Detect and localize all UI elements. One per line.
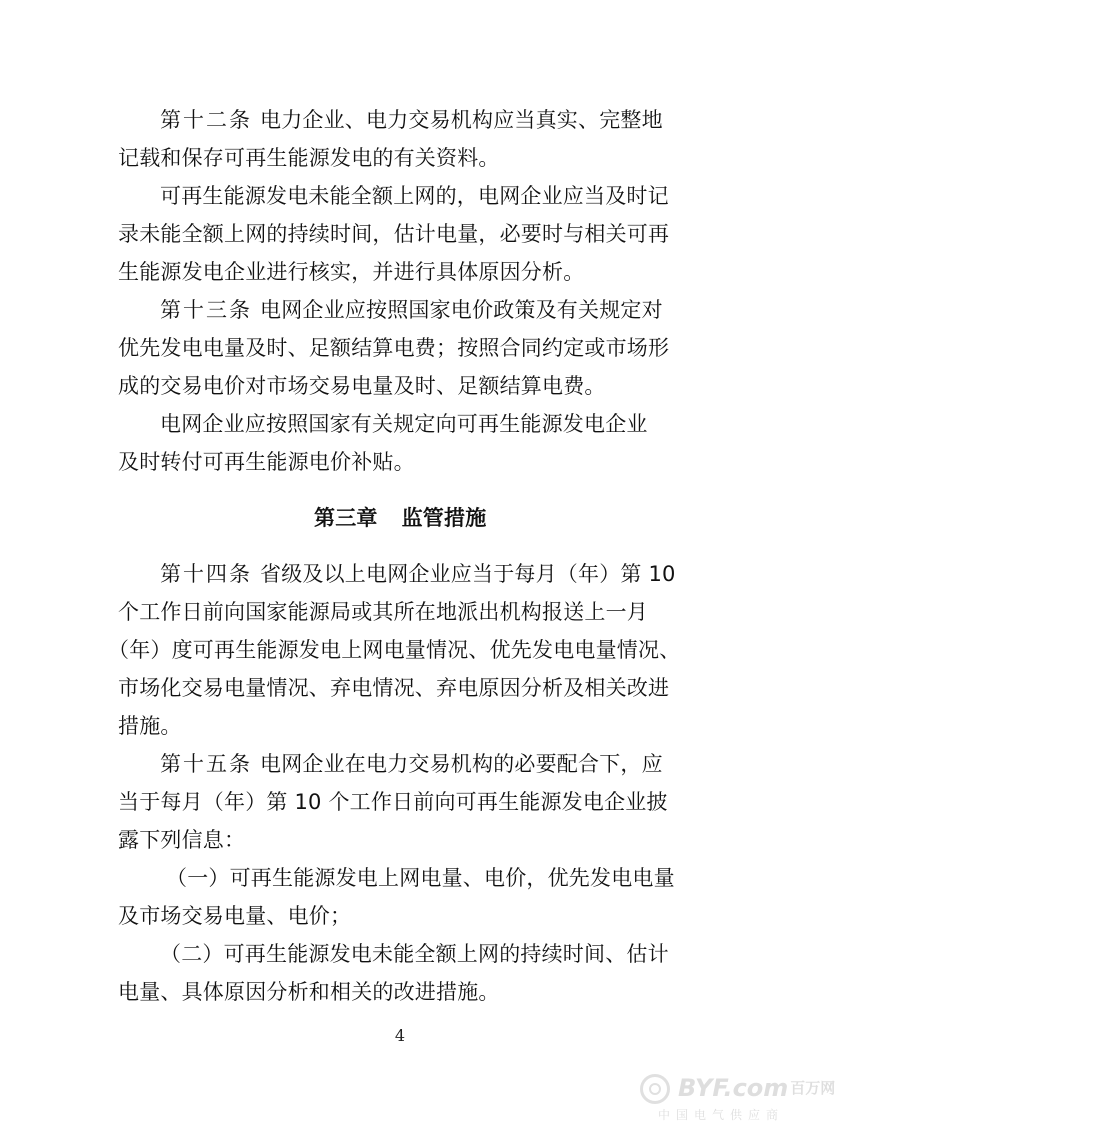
article-14-line-5: 措施。 [118,714,182,738]
article-15-item-1-line-1: （一）可再生能源发电上网电量、电价，优先发电电量 [166,866,675,890]
article-13-para-2-line-1: 电网企业应按照国家有关规定向可再生能源发电企业 [160,412,648,436]
watermark-tagline: 中国电气供应商 [658,1108,785,1122]
article-12-line-2: 记载和保存可再生能源发电的有关资料。 [118,146,500,170]
article-13-line-2: 优先发电电量及时、足额结算电费；按照合同约定或市场形 [118,336,670,360]
article-14-line-1: 第十四条 省级及以上电网企业应当于每月（年）第 10 [160,562,676,586]
article-15-line-3: 露下列信息： [118,828,246,852]
article-12-line-1: 第十二条 电力企业、电力交易机构应当真实、完整地 [160,108,663,132]
article-14-line-2: 个工作日前向国家能源局或其所在地派出机构报送上一月 [118,600,648,624]
watermark-logo [640,1074,836,1129]
article-15-item-2-line-1: （二）可再生能源发电未能全额上网的持续时间、估计 [160,942,669,966]
chapter-number: 第三章 [314,506,378,530]
article-13-para-2-line-2: 及时转付可再生能源电价补贴。 [118,450,415,474]
article-14-line-3: （年）度可再生能源发电上网电量情况、优先发电电量情况、 [108,638,681,662]
article-15-label: 第十五条 [160,752,252,776]
chapter-heading [0,498,1114,538]
article-14-line-4: 市场化交易电量情况、弃电情况、弃电原因分析及相关改进 [118,676,670,700]
article-13-line-3: 成的交易电价对市场交易电量及时、足额结算电费。 [118,374,606,398]
article-15-item-2-line-2: 电量、具体原因分析和相关的改进措施。 [118,980,500,1004]
article-12-label: 第十二条 [160,108,252,132]
article-12-para-2-line-3: 生能源发电企业进行核实，并进行具体原因分析。 [118,260,585,284]
article-15-line-2: 当于每月（年）第 10 个工作日前向可再生能源发电企业披 [118,790,668,814]
article-15-line-1: 第十五条 电网企业在电力交易机构的必要配合下，应 [160,752,663,776]
article-12-para-2-line-1: 可再生能源发电未能全额上网的，电网企业应当及时记 [160,184,669,208]
article-14-label: 第十四条 [160,562,252,586]
article-15-item-1-line-2: 及市场交易电量、电价； [118,904,352,928]
article-12-para-2-line-2: 录未能全额上网的持续时间，估计电量，必要时与相关可再 [118,222,670,246]
article-13-line-1: 第十三条 电网企业应按照国家电价政策及有关规定对 [160,298,663,322]
page-number: 4 [394,1026,406,1045]
watermark-brand: BYF.com $^{百万网}$ [678,1074,836,1102]
logo-ring-icon [640,1074,670,1104]
article-13-label: 第十三条 [160,298,252,322]
chapter-title: 监管措施 [401,506,487,530]
